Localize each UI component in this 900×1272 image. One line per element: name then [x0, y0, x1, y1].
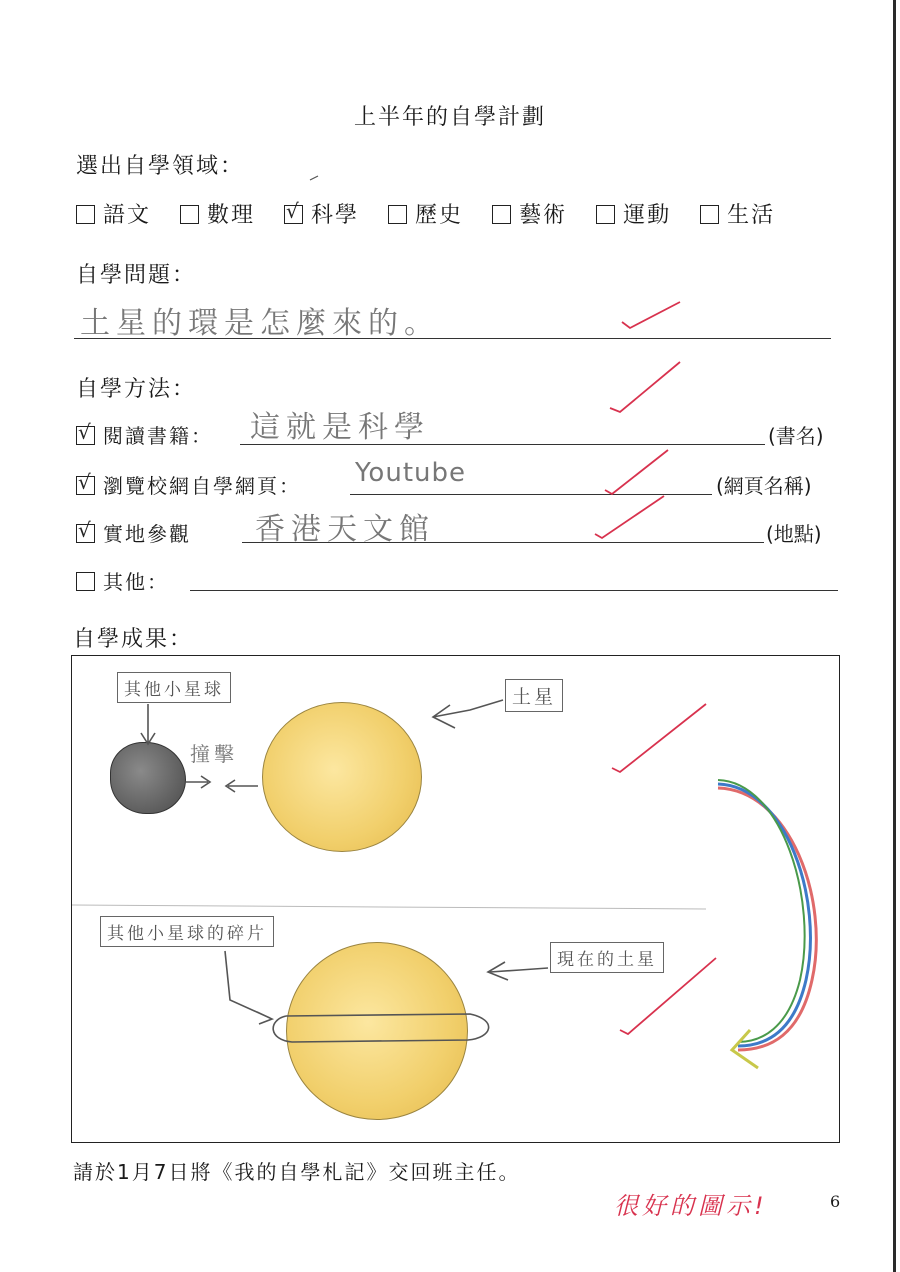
submission-instruction: 請於1月7日將《我的自學札記》交回班主任。 [73, 1160, 521, 1184]
teacher-comment: 很好的圖示! [614, 1192, 768, 1220]
check-mark-icon: √ [78, 518, 93, 542]
website-answer[interactable]: Youtube [355, 458, 466, 488]
result-heading: 自學成果： [73, 627, 194, 652]
teacher-check-icon [605, 450, 668, 494]
teacher-check-icon [612, 704, 706, 772]
label-collision: 撞擊 [190, 742, 238, 766]
page-title: 上半年的自學計劃 [353, 105, 546, 130]
subject-label: 藝術 [519, 203, 568, 228]
arrow-to-ring-icon [225, 951, 272, 1024]
subject-label: 語文 [103, 203, 152, 228]
subject-label: 歷史 [415, 203, 464, 228]
subject-label: 數理 [207, 203, 256, 228]
method-label: 其他： [103, 570, 169, 594]
method-label: 實地參觀 [103, 522, 191, 546]
teacher-check-icon [595, 496, 664, 538]
domain-heading: 選出自學領域： [76, 154, 245, 179]
label-current-saturn: 現在的土星 [550, 942, 664, 973]
label-fragments: 其他小星球的碎片 [100, 916, 274, 947]
method-heading: 自學方法： [76, 377, 197, 402]
curved-arrow-icon [718, 780, 805, 1042]
saturn-ring-drawing [273, 1014, 488, 1042]
check-mark-icon: √ [286, 199, 301, 223]
subject-label: 生活 [727, 203, 776, 228]
teacher-check-icon [622, 302, 680, 328]
book-name-answer[interactable]: 這就是科學 [250, 410, 430, 445]
label-other-planet: 其他小星球 [117, 672, 231, 703]
website-suffix: (網頁名稱) [716, 474, 812, 498]
check-mark-icon: √ [78, 420, 93, 444]
subject-label: 運動 [623, 203, 672, 228]
book-name-suffix: (書名) [768, 424, 824, 448]
location-answer[interactable]: 香港天文館 [255, 512, 435, 547]
diagram-divider [72, 905, 706, 909]
teacher-check-icon [610, 362, 680, 412]
method-label: 閱讀書籍： [103, 424, 213, 448]
question-heading: 自學問題： [76, 263, 197, 288]
arrow-right-icon [186, 776, 210, 788]
page-number: 6 [830, 1192, 841, 1211]
method-label: 瀏覽校網自學網頁： [103, 474, 301, 498]
subject-label: 科學 [311, 203, 360, 228]
check-mark-icon: √ [78, 470, 93, 494]
curved-arrow-icon [718, 788, 816, 1050]
location-suffix: (地點) [766, 522, 822, 546]
curved-arrow-icon [718, 784, 810, 1046]
teacher-check-icon [620, 958, 716, 1034]
label-saturn: 土星 [505, 679, 563, 712]
arrow-down-icon [141, 704, 155, 744]
arrow-to-current-saturn-icon [488, 962, 548, 980]
arrow-left-icon [226, 780, 258, 792]
question-answer[interactable]: 土星的環是怎麼來的。 [80, 306, 440, 341]
arrow-to-saturn-icon [433, 700, 503, 728]
